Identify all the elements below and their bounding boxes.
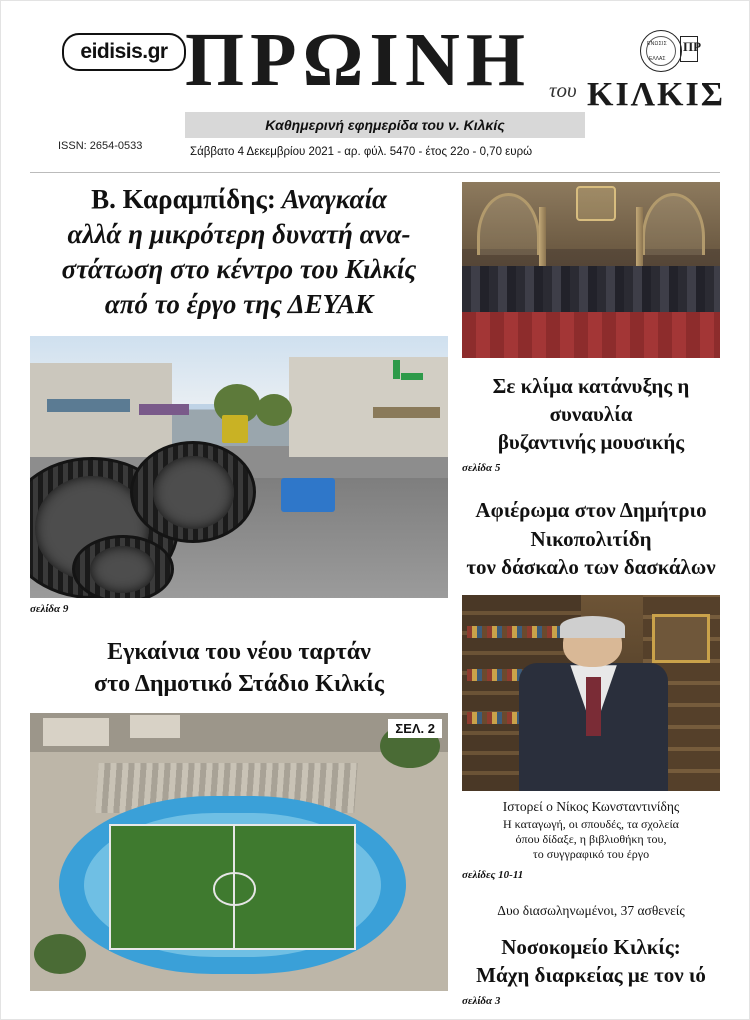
masthead — [0, 0, 750, 158]
stadium-pitch — [109, 824, 355, 950]
nikopolitidis-portrait-photo — [462, 595, 720, 791]
tribute-headline-line-3: τον δάσκαλο των δασκάλων — [466, 554, 716, 579]
church-chandelier — [576, 186, 616, 222]
newspaper-title: ΠΡΩΙΝΗ — [185, 18, 531, 102]
portrait-caption-title: Ιστορεί ο Νίκος Κωνσταντινίδης — [502, 798, 680, 814]
portrait-page-ref[interactable]: σελίδες 10-11 — [462, 868, 524, 881]
stadium-trees-left — [34, 934, 86, 974]
portrait-caption-line-3: το συγγραφικό του έργο — [532, 847, 650, 862]
portrait-wall-frame — [652, 614, 710, 663]
stadium-headline-line-2: στο Δημοτικό Στάδιο Κιλκίς — [94, 671, 384, 698]
issn-label: ISSN: 2654-0533 — [58, 140, 143, 152]
site-logo-text: eidisis.gr — [80, 40, 168, 63]
stadium-page-badge[interactable]: ΣΕΛ. 2 — [388, 719, 442, 738]
pharmacy-cross-icon-vertical — [393, 360, 400, 379]
church-headline — [462, 372, 720, 456]
church-headline-line-2: βυζαντινής μουσικής — [497, 430, 685, 455]
stadium-headline-line-1: Εγκαίνια του νέου ταρτάν — [107, 639, 371, 666]
lead-headline-line-1: Β. Καραμπίδης: — [91, 184, 276, 214]
portrait-caption-text — [462, 817, 720, 863]
emblem-box-icon — [680, 36, 702, 62]
hospital-headline-line-2: Μάχη διαρκείας με τον ιό — [476, 962, 706, 987]
portrait-caption-line-1: Η καταγωγή, οι σπουδές, τα σχολεία — [503, 816, 679, 831]
stadium-headline — [30, 637, 448, 700]
street-pipes-photo — [30, 336, 448, 598]
photo-pipe-hole-medium — [153, 456, 235, 529]
photo-pipe-small — [72, 535, 174, 598]
issue-info-line: Σάββατο 4 Δεκεμβρίου 2021 - αρ. φύλ. 5470 - έτος 22ο - 0,70 ευρώ — [190, 146, 533, 158]
masthead-subtitle-bar — [185, 112, 585, 138]
photo-van — [281, 478, 335, 512]
portrait-caption-line-2: όπου δίδαξε, η βιβλιοθήκη του, — [515, 832, 667, 847]
newspaper-title-tou: του — [549, 78, 577, 102]
portrait-hair — [560, 616, 625, 638]
church-interior-photo — [462, 182, 720, 358]
newspaper-title-kilkis: ΚΙΛΚΙΣ — [587, 76, 725, 113]
lead-headline-line-3: στάτωση στο κέντρο του Κιλκίς — [61, 254, 417, 285]
emblem-top-text: ΕΝΩΣΙΣ — [647, 41, 668, 47]
pitch-center-circle — [213, 872, 256, 905]
lead-headline-line-4: από το έργο της ΔΕΥΑΚ — [104, 289, 374, 320]
site-logo-badge[interactable] — [62, 33, 186, 71]
lead-headline-line-2: αλλά η μικρότερη δυνατή ανα- — [67, 219, 411, 250]
hospital-page-ref[interactable]: σελίδα 3 — [462, 995, 501, 1008]
emblem-bottom-text: ΕΛΛΑΣ — [649, 56, 666, 62]
photo-tree-2 — [256, 394, 292, 426]
tribute-headline-line-1: Αφιέρωμα στον Δημήτριο — [475, 498, 707, 523]
photo-pipe-medium — [130, 441, 256, 543]
stadium-aerial-photo — [30, 713, 448, 991]
photo-pipe-hole-small — [90, 546, 155, 593]
tribute-headline-line-2: Νικοπολιτίδη — [530, 526, 652, 551]
photo-awning-1 — [47, 399, 131, 412]
masthead-divider — [30, 172, 720, 173]
lead-headline-line-1-italic: Αναγκαία — [275, 184, 387, 214]
tribute-headline — [462, 496, 720, 580]
portrait-books-row-1 — [467, 626, 570, 638]
lead-page-ref[interactable]: σελίδα 9 — [30, 603, 69, 616]
lead-headline — [30, 182, 448, 322]
photo-excavator — [222, 415, 248, 443]
church-headline-line-1: Σε κλίμα κατάνυξης η συναυλία — [492, 374, 690, 427]
portrait-tie — [586, 677, 601, 736]
emblem-letter: ΠΡ — [683, 39, 702, 54]
photo-awning-2 — [139, 404, 189, 414]
church-carpet — [462, 312, 720, 358]
hospital-kicker: Δυο διασωληνωμένοι, 37 ασθενείς — [497, 902, 685, 918]
hospital-headline — [462, 933, 720, 989]
photo-awning-3 — [373, 407, 440, 417]
hospital-headline-line-1: Νοσοκομείο Κιλκίς: — [501, 934, 681, 959]
stadium-building-2 — [130, 715, 180, 737]
right-column — [462, 182, 720, 1007]
stadium-building-1 — [43, 718, 110, 746]
church-page-ref[interactable]: σελίδα 5 — [462, 462, 501, 475]
emblem-circle-icon — [640, 30, 682, 72]
left-column — [30, 182, 448, 991]
pharmacy-cross-icon — [401, 373, 423, 380]
press-emblem-icon — [640, 28, 702, 76]
masthead-subtitle: Καθημερινή εφημερίδα του ν. Κιλκίς — [265, 117, 505, 133]
